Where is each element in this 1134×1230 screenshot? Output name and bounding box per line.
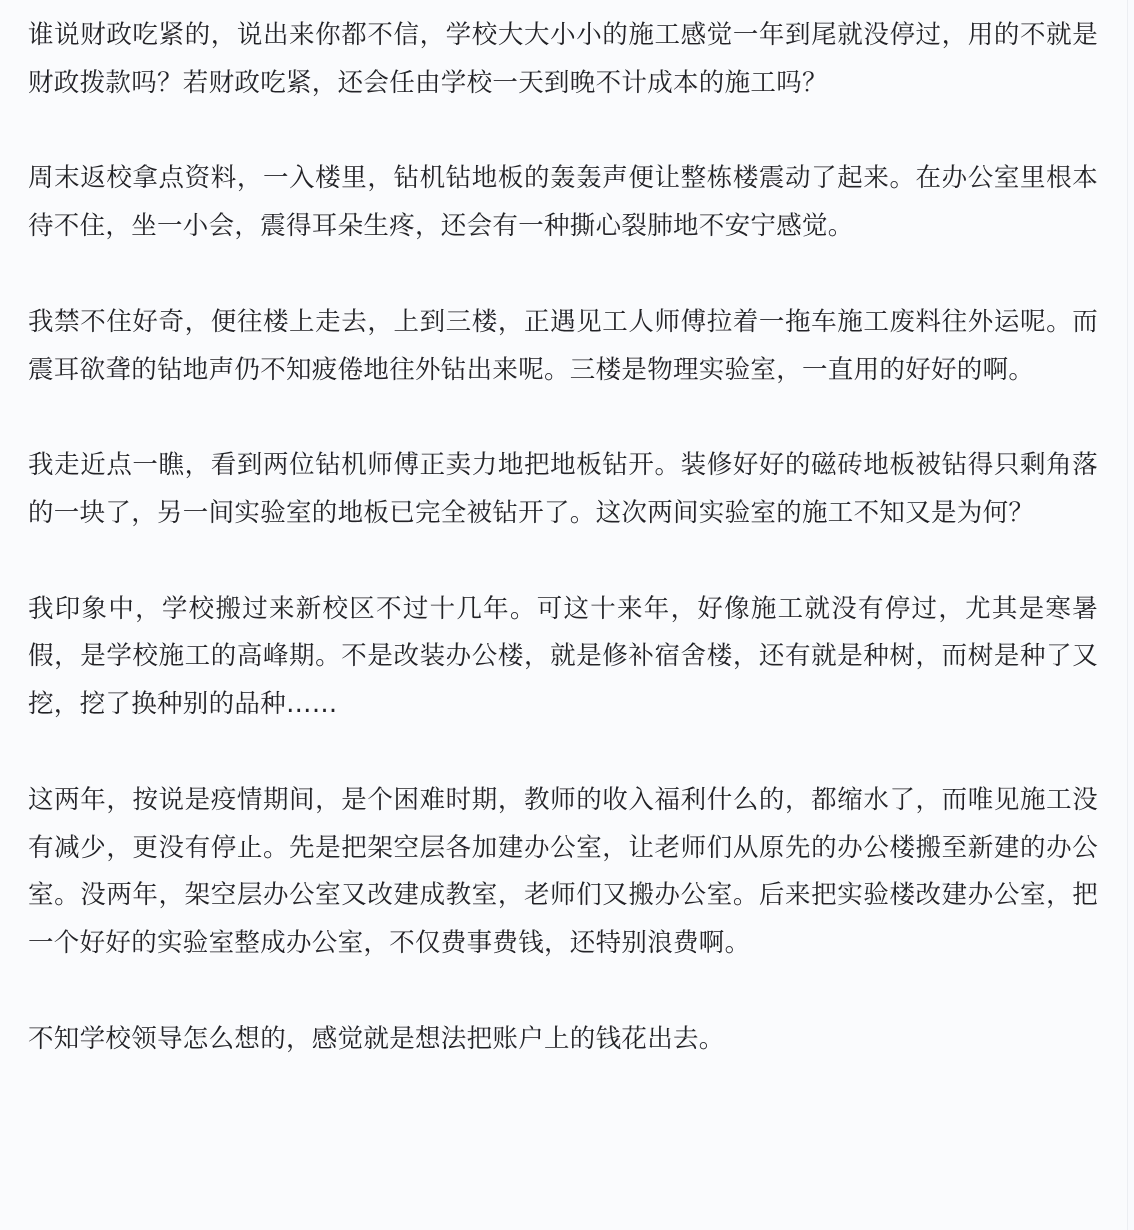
paragraph-4: 我走近点一瞧，看到两位钻机师傅正卖力地把地板钻开。装修好好的磁砖地板被钻得只剩角落的一块了，另一间实验室的地板已完全被钻开了。这次两间实验室的施工不知又是为何？ <box>28 450 1098 528</box>
paragraph-1: 谁说财政吃紧的，说出来你都不信，学校大大小小的施工感觉一年到尾就没停过，用的不就是财政拨款吗？若财政吃紧，还会任由学校一天到晚不计成本的施工吗？ <box>28 20 1098 98</box>
paragraph-2: 周末返校拿点资料，一入楼里，钻机钻地板的轰轰声便让整栋楼震动了起来。在办公室里根本待不住，坐一小会，震得耳朵生疼，还会有一种撕心裂肺地不安宁感觉。 <box>28 163 1098 242</box>
paragraph-5: 我印象中，学校搬过来新校区不过十几年。可这十来年，好像施工就没有停过，尤其是寒暑假，是学校施工的高峰期。不是改装办公楼，就是修补宿舍楼，还有就是种树，而树是种了又挖，挖了换种别的品种…… <box>28 593 1098 720</box>
paragraph-7: 不知学校领导怎么想的，感觉就是想法把账户上的钱花出去。 <box>28 1023 725 1054</box>
paragraph-3: 我禁不住好奇，便往楼上走去，上到三楼，正遇见工人师傅拉着一拖车施工废料往外运呢。而震耳欲聋的钻地声仍不知疲倦地往外钻出来呢。三楼是物理实验室，一直用的好好的啊。 <box>28 306 1098 385</box>
paragraph-6: 这两年，按说是疫情期间，是个困难时期，教师的收入福利什么的，都缩水了，而唯见施工没有减少，更没有停止。先是把架空层各加建办公室，让老师们从原先的办公楼搬至新建的办公室。没两年，架空层办公室又改建成教室，老师们又搬办公室。后来把实验楼改建办公室，把一个好好的实验室整成办公室，不仅费事费钱，还特别浪费啊。 <box>28 784 1098 959</box>
article-body <box>28 12 1098 1064</box>
